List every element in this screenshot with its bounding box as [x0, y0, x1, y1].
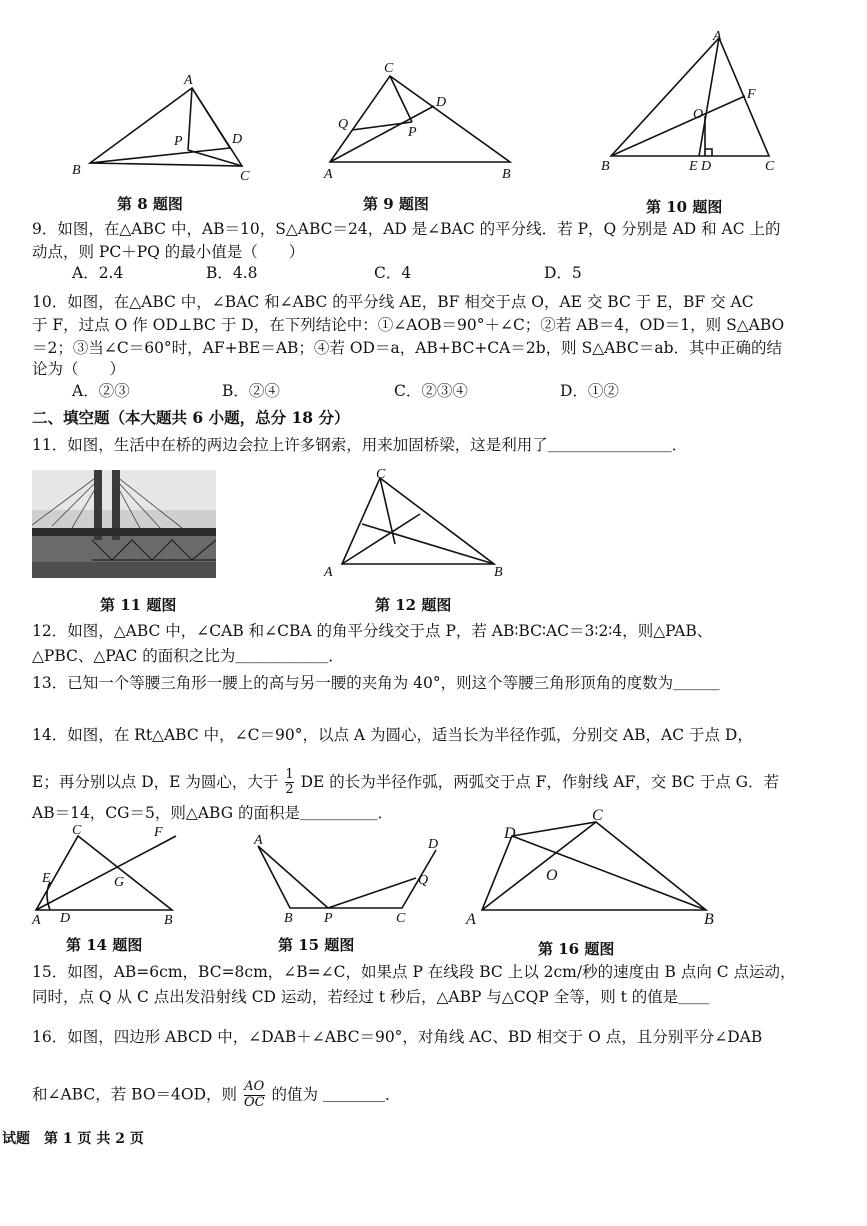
q9-line2: 动点，则 PC＋PQ 的最小值是（ ）	[32, 243, 305, 261]
label-D: D	[428, 837, 439, 852]
label-D: D	[232, 132, 243, 147]
label-O: O	[693, 107, 704, 122]
label-C: C	[384, 61, 394, 76]
q16-fraction	[244, 1080, 265, 1111]
label-P: P	[324, 911, 333, 926]
bridge-photo	[32, 470, 216, 578]
q10-option-b: B．②④	[222, 382, 280, 400]
q9-option-b: B．4.8	[206, 264, 258, 282]
q10-option-d: D．①②	[560, 382, 619, 400]
label-B: B	[502, 167, 511, 182]
q14-line1: 14．如图，在 Rt△ABC 中，∠C＝90°，以点 A 为圆心，适当长为半径作弧，分别交 AB，AC 于点 D，	[32, 726, 753, 744]
q14-fraction-numerator: 1	[285, 767, 294, 782]
q16-fraction-numerator: AO	[244, 1079, 265, 1094]
q9-option-d: D．5	[544, 264, 582, 282]
label-B: B	[284, 911, 293, 926]
caption-fig10: 第 10 题图	[646, 198, 723, 216]
section-2-heading: 二、填空题（本大题共 6 小题，总分 18 分）	[32, 408, 350, 427]
figure-8	[70, 70, 260, 185]
q10-option-c: C．②③④	[394, 382, 468, 400]
q14-line2-start: E；再分别以点 D，E 为圆心，大于	[32, 772, 279, 791]
caption-fig16: 第 16 题图	[538, 940, 615, 958]
q14-fraction-denominator: 2	[285, 782, 294, 798]
caption-fig9: 第 9 题图	[363, 195, 429, 213]
q16-line2-start: 和∠ABC，若 BO＝4OD，则	[32, 1085, 238, 1104]
label-A: A	[32, 913, 41, 928]
q9-option-c: C．4	[374, 264, 412, 282]
figure-10	[595, 28, 795, 178]
q14-fraction	[285, 768, 293, 798]
figure-16	[462, 800, 722, 930]
label-B: B	[704, 911, 714, 928]
label-D: D	[504, 825, 516, 842]
caption-fig12: 第 12 题图	[375, 596, 452, 614]
caption-fig8: 第 8 题图	[117, 195, 183, 213]
label-E: E	[42, 871, 51, 886]
q10-line2: 于 F，过点 O 作 OD⊥BC 于 D，在下列结论中：①∠AOB＝90°＋∠C；②若 AB＝4，OD＝1，则 S△ABO	[32, 316, 785, 334]
label-D: D	[436, 95, 447, 110]
caption-fig14: 第 14 题图	[66, 936, 143, 954]
label-B: B	[494, 565, 503, 580]
q14-line2-end: DE 的长为半径作弧，两弧交于点 F，作射线 AF，交 BC 于点 G．若	[300, 772, 780, 791]
figure-14	[28, 822, 188, 932]
q16-line2	[32, 1080, 400, 1111]
label-C: C	[240, 169, 250, 184]
q10-line1: 10．如图，在△ABC 中，∠BAC 和∠ABC 的平分线 AE，BF 相交于点 O，AE 交 BC 于 E，BF 交 AC	[32, 293, 754, 311]
q9-option-a: A．2.4	[72, 264, 124, 282]
q16-fraction-denominator: OC	[243, 1094, 265, 1110]
label-P: P	[408, 125, 417, 140]
q10-option-a: A．②③	[72, 382, 130, 400]
q12-line2: △PBC、△PAC 的面积之比为＿＿＿＿＿＿．	[32, 647, 344, 665]
label-E: E	[689, 159, 698, 174]
label-B: B	[601, 159, 610, 174]
q10-line4: 论为（ ）	[32, 360, 126, 378]
q10-line3: ＝2；③当∠C＝60°时，AF+BE＝AB；④若 OD＝a，AB+BC+CA＝2b，则 S△ABC＝ab．其中正确的结	[32, 339, 783, 357]
caption-fig15: 第 15 题图	[278, 936, 355, 954]
label-P: P	[174, 134, 183, 149]
q9-line1: 9．如图，在△ABC 中，AB＝10，S△ABC＝24，AD 是∠BAC 的平分线．若 P，Q 分别是 AD 和 AC 上的	[32, 220, 781, 238]
q12-line1: 12．如图，△ABC 中，∠CAB 和∠CBA 的角平分线交于点 P，若 AB∶BC∶AC＝3∶2∶4，则△PAB、	[32, 622, 713, 640]
q16-line1: 16．如图，四边形 ABCD 中，∠DAB＋∠ABC＝90°，对角线 AC、BD 相交于 O 点，且分别平分∠DAB	[32, 1028, 763, 1046]
label-B: B	[72, 163, 81, 178]
label-F: F	[747, 87, 756, 102]
q16-line2-end: 的值为 ＿＿＿＿．	[271, 1085, 401, 1104]
label-O: O	[546, 867, 558, 884]
q11-text: 11．如图，生活中在桥的两边会拉上许多钢索，用来加固桥梁，这是利用了＿＿＿＿＿＿＿＿．	[32, 436, 688, 454]
figure-9	[322, 60, 522, 180]
label-C: C	[765, 159, 775, 174]
label-A: A	[324, 167, 333, 182]
label-C: C	[592, 807, 603, 824]
label-Q: Q	[338, 117, 349, 132]
q14-line3: AB＝14，CG＝5，则△ABG 的面积是＿＿＿＿＿．	[32, 804, 394, 822]
label-B: B	[164, 913, 173, 928]
q15-line1: 15．如图，AB=6cm，BC=8cm，∠B=∠C，如果点 P 在线段 BC 上以 2cm/秒的速度由 B 点向 C 点运动，	[32, 963, 796, 981]
label-A: A	[466, 911, 476, 928]
figure-12	[320, 466, 510, 581]
label-D: D	[60, 911, 71, 926]
label-C: C	[396, 911, 406, 926]
label-A: A	[184, 73, 193, 88]
label-C: C	[376, 467, 386, 482]
caption-fig11: 第 11 题图	[100, 596, 177, 614]
label-G: G	[114, 875, 125, 890]
q14-line2	[32, 768, 779, 798]
label-A: A	[254, 833, 263, 848]
figure-15	[250, 834, 450, 934]
page-footer: 试题 第 1 页 共 2 页	[2, 1131, 144, 1147]
label-Q: Q	[418, 873, 429, 888]
label-F: F	[154, 825, 163, 840]
q13-text: 13．已知一个等腰三角形一腰上的高与另一腰的夹角为 40°，则这个等腰三角形顶角的度数为＿＿＿	[32, 674, 720, 692]
label-A: A	[713, 29, 722, 44]
label-C: C	[72, 823, 82, 838]
q15-line2: 同时，点 Q 从 C 点出发沿射线 CD 运动，若经过 t 秒后，△ABP 与△CQP 全等，则 t 的值是＿＿	[32, 988, 710, 1006]
label-A: A	[324, 565, 333, 580]
label-D: D	[701, 159, 712, 174]
